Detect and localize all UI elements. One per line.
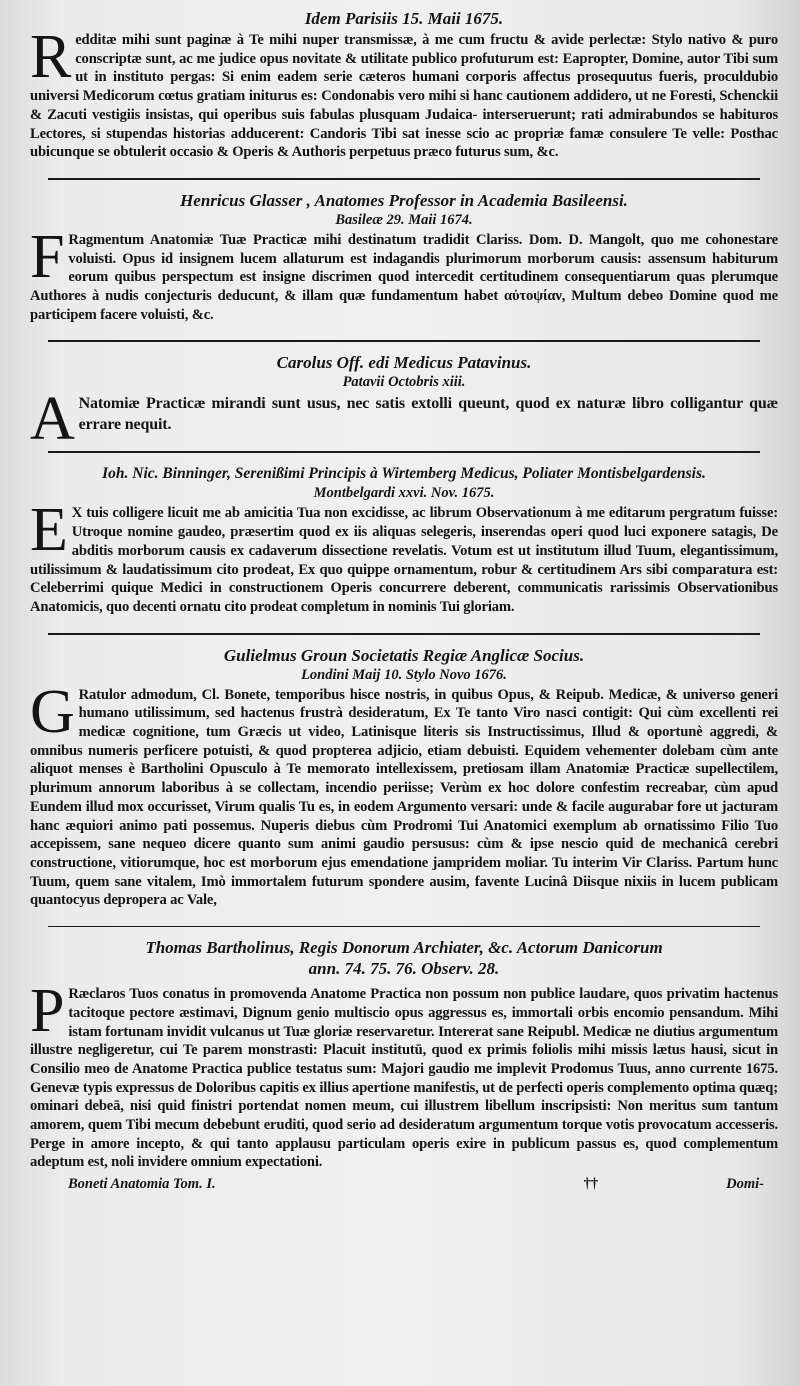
drop-cap: R bbox=[30, 23, 72, 91]
letter-body bbox=[30, 496, 778, 616]
letter-heading: Henricus Glasser , Anatomes Professor in Academia Basileensi. bbox=[180, 190, 628, 210]
drop-cap: A bbox=[30, 385, 75, 454]
section-divider bbox=[48, 926, 760, 927]
letter-body bbox=[30, 23, 778, 162]
letter-dateline: Basileæ 29. Maii 1674. bbox=[335, 211, 473, 228]
letter-heading: Thomas Bartholinus, Regis Donorum Archiater, &c. Actorum Danicorum bbox=[145, 938, 663, 958]
letter-heading: Idem Parisiis 15. Maii 1675. bbox=[304, 9, 504, 28]
letter-text: X tuis colligere licuit me ab amicitia Tua non excidisse, ac librum Observationum à me editarum pergratum fuisse: Utroque nomine gaudeo, præsertim quod ex iis aliquas selegeris, inserendas operi quod luci exponere satagis, De abditis morborum causis ex cadaverum dissectione revelatis. Votum est ut institutum illud Tuum, elegantissimum, utilissimum & laudatissimum cito prodeat, Ex quo quippe ornamentum, robur & certitudinem Ars sibi comparatura est: Celeberrimi quique Medici in constructionem Operis concurrere deberent, communicatis rarissimis Observationibus Anatomicis, quo decenti ornatu cito prodeat completum in nominis Tui gloriam. bbox=[30, 505, 778, 615]
letter-paris bbox=[30, 8, 778, 162]
signature-line: Boneti Anatomia Tom. I. bbox=[68, 1176, 216, 1193]
drop-cap: G bbox=[30, 677, 75, 746]
drop-cap: P bbox=[30, 977, 65, 1046]
letter-dateline: ann. 74. 75. 76. Observ. 28. bbox=[308, 959, 500, 979]
letter-text: edditæ mihi sunt paginæ à Te mihi nuper transmissæ, à me cum fructu & avide perlectæ: Stylo nativo & puro conscriptæ sunt, ac me judice opus novitate & utilitate publico profuturum est: Eapropter, Domine, autor Tibi sum ut in instituto pergas: Si enim eadem serie cæteros humani corporis affectus prosequutus fueris, proculdubio universi Medicorum cœtus gratiam initurus es: Condonabis vero mihi si hanc cautionem addidero, ut ne Foresti, Schenckii & Zacuti vestigiis insistas, qui operibus suis fabulas plusquam Judaica- interseruerunt; rati admirabundos se habituros Lectores, si stupendas historias adducerent: Candoris Tibi sat inesse scio ac propriæ famæ consulere Te velle: Posthac ubicunque se obtulerit occasio & Operis & Authoris perpetuus præco futurus sum, &c. bbox=[30, 32, 778, 161]
letter-body bbox=[30, 677, 778, 910]
section-divider bbox=[48, 633, 760, 635]
letter-text: Ratulor admodum, Cl. Bonete, temporibus hisce nostris, in quibus Opus, & Reipub. Medicæ, & universo generi humano utilissimum, sed hactenus frustrà desideratum, Ex Te tanto Viro nasci contigit: Qui cùm excellenti rei medicæ cognitione, tum Græcis ut video, Latinisque literis sis Instructissimus, Illud & oportunè aggredi, & omnibus numeris perficere potuisti, & quod propterea adjicio, etiam debuisti. Equidem vehementer dolebam cùm ante aliquot menses è Bartholini Opusculo à Te memorato intellexissem, pretiosam illam Anatomiæ Practicæ supellectilem, plurimum annorum laboribus à se collectam, incendio periisse; Verùm ex hoc dolore confestim recreabar, cùm apud Eundem illud mox occurisset, Virum qualis Tu es, in eodem Argumento versari: unde & facile augurabar fore ut jacturam hanc æquiori animo pati possemus. Nuperis diebus cùm Prodromi Tui Anatomici exemplum ab ornatissimo Filio Tuo accepissem, sane nequeo dicere quanto sum animi gaudio persusus: cùm & ipse nescio quid de mechanicâ cerebri constructione, vitiorumque, hoc est morborum ejus emendatione jampridem moliar. Tu interim Vir Clariss. Partum hunc Tuum, quem sane vitalem, Imò immortalem futurum spondere ausim, favente Lucinâ Diisque nixiis in lucem publicam quantocyus depropera ac Vale, bbox=[30, 686, 778, 909]
letter-offredi bbox=[30, 352, 778, 454]
letter-text: Ragmentum Anatomiæ Tuæ Practicæ mihi destinatum tradidit Clariss. Dom. D. Mangolt, quo me cohonestare voluisti. Opus id insignem lucem allaturum est indagandis plurimorum morborum causis: assensum habiturum eorum quibus perspectum est insigne discrimen quod intercedit certitudinem consequentiarum quas plerumque Authores à nudis conjecturis deducunt, & illam quæ fundamentum habet αὐτοψίαν, Multum debeo Domine quod me participem facere voluisti, &c. bbox=[30, 231, 778, 323]
catchword: Domi- bbox=[726, 1176, 764, 1193]
section-divider bbox=[48, 340, 760, 342]
section-divider bbox=[48, 178, 760, 180]
letter-groun bbox=[30, 645, 778, 910]
letter-dateline: Londini Maij 10. Stylo Novo 1676. bbox=[301, 666, 507, 683]
letter-heading: Gulielmus Groun Societatis Regiæ Anglicæ Socius. bbox=[223, 645, 585, 665]
letter-dateline: Patavii Octobris xiii. bbox=[342, 374, 466, 391]
letter-glasser bbox=[30, 190, 778, 325]
section-divider bbox=[48, 451, 760, 453]
letter-heading: Ioh. Nic. Binninger, Serenißimi Principis à Wirtemberg Medicus, Poliater Montisbelgardensis. bbox=[102, 465, 706, 483]
letter-bartholinus bbox=[30, 937, 778, 1172]
page-footer bbox=[30, 1176, 778, 1193]
letter-body bbox=[30, 222, 778, 325]
letter-body bbox=[30, 977, 778, 1172]
letter-heading: Carolus Off. edi Medicus Patavinus. bbox=[276, 353, 532, 373]
letter-text: Ræclaros Tuos conatus in promovenda Anatome Practica non possum non publice laudare, quos privatim hactenus tacitoque pectore æstimavi, Dignum genio multiscio opus aggressus es, immortali orbis encomio pensandum. Mihi istam fortunam invidit vulcanus ut Tuæ gloriæ reservaretur. Intererat sane Reipubl. Medicæ ne diutius argumentum illustre negligeretur, cui Te parem monstrasti: Placuit institutū, quod ex primis foliolis mihi missis lætus hausi, sicut in Consilio meo de Anatome Practica publice testatus sum: Majori gaudio me implevit Prodomus Tuus, anno currente 1675. Genevæ typis expressus de Doloribus capitis ex illius apertione manifestis, ut de perfecti operis complemento optima quæq; ominari debeā, nisi quid finistri portendat nomen meum, cui illustrem libellum inscripsisti: Non meritus sum tantum amorem, quem Tibi mecum debebunt eruditi, quod serio ad desideratum argumentum torque votis provocatum accesseris. Perge in amore incepto, & qui tanto applausu particulam operis exire in publicum passus es, quod complementum adeptum est, noli invidere omnium expectationi. bbox=[30, 986, 778, 1171]
drop-cap: E bbox=[30, 496, 68, 565]
letter-binninger bbox=[30, 463, 778, 616]
drop-cap: F bbox=[30, 222, 65, 291]
letter-dateline: Montbelgardi xxvi. Nov. 1675. bbox=[313, 485, 495, 502]
signature-mark: †† bbox=[583, 1176, 599, 1193]
letter-body bbox=[30, 385, 778, 454]
letter-text: Natomiæ Practicæ mirandi sunt usus, nec satis extolli queunt, quod ex naturæ libro colligantur quæ errare nequit. bbox=[78, 395, 778, 434]
